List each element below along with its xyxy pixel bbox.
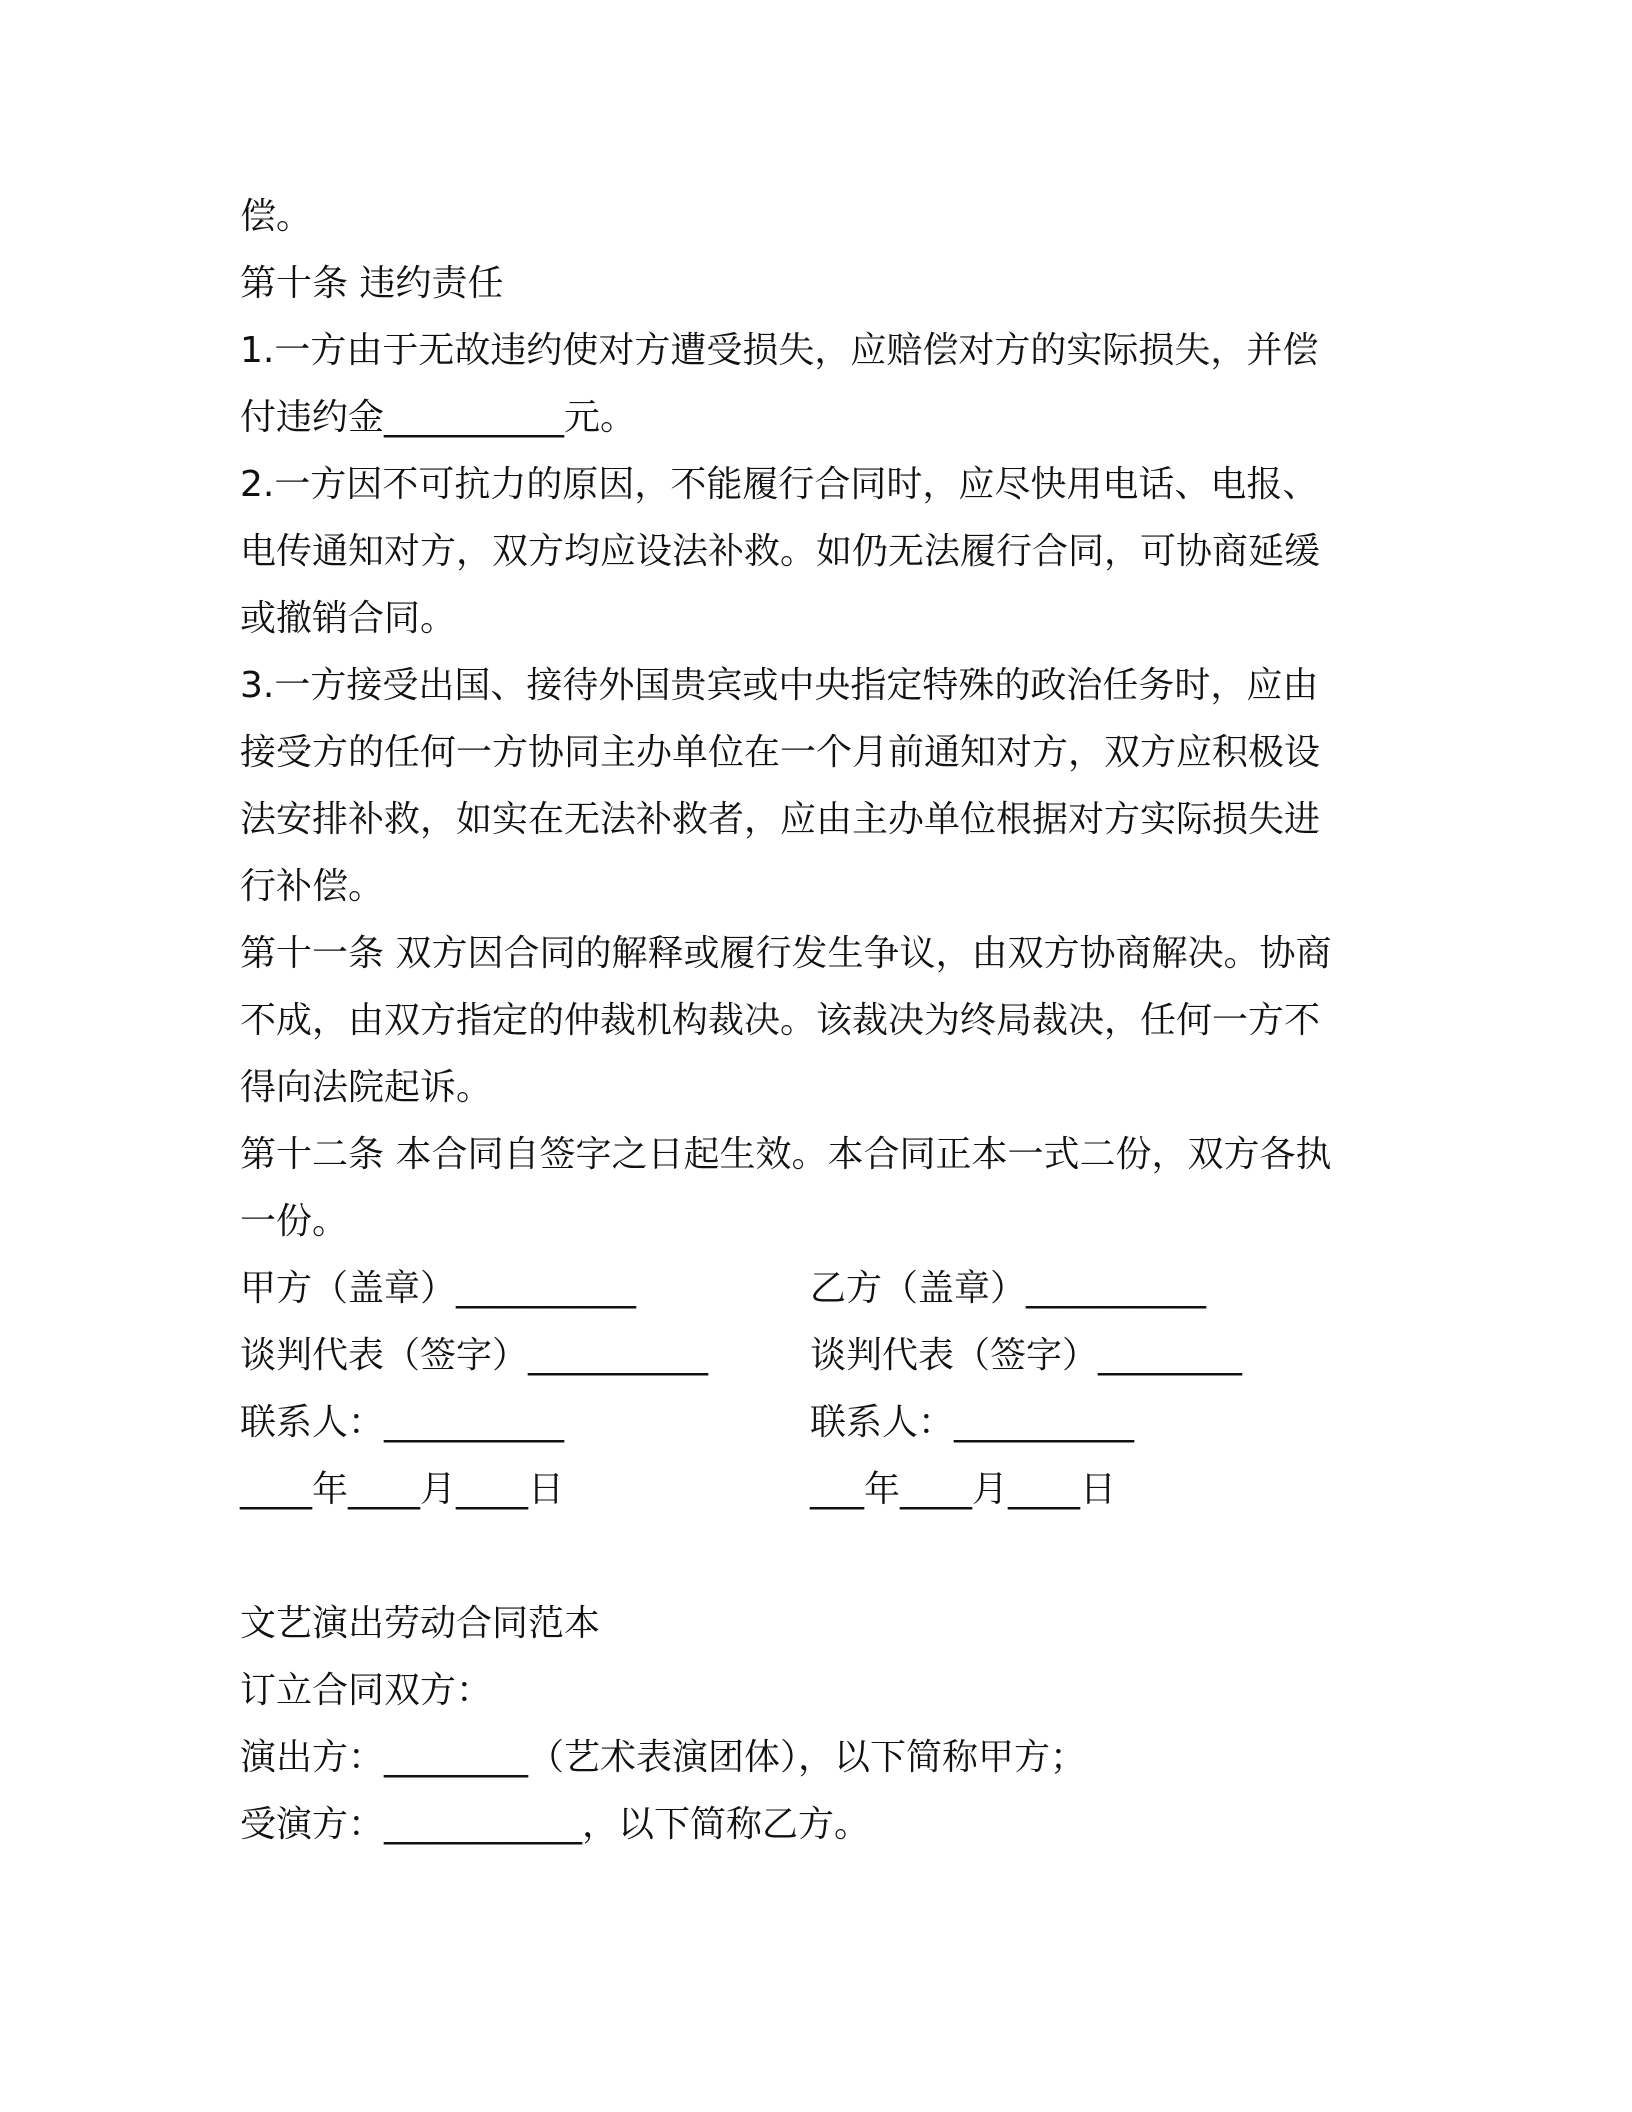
party-b-contact-field: 联系人：__________ (810, 1402, 1135, 1443)
party-a-signature (240, 1255, 810, 1523)
party-b-seal-field: 乙方（盖章）__________ (810, 1268, 1207, 1309)
section-gap (240, 1523, 1380, 1590)
paragraph-line: 付违约金__________元。 (240, 397, 637, 438)
document-body (240, 183, 1380, 1858)
signature-block (240, 1255, 1380, 1523)
second-contract-title: 文艺演出劳动合同范本 (240, 1603, 601, 1644)
paragraph-line: 得向法院起诉。 (240, 1067, 493, 1108)
contract-parties-label: 订立合同双方： (240, 1670, 493, 1711)
party-b-representative-field: 谈判代表（签字）________ (810, 1335, 1243, 1376)
paragraph-line: 3.一方接受出国、接待外国贵宾或中央指定特殊的政治任务时，应由 (240, 665, 1319, 706)
paragraph-line: 电传通知对方，双方均应设法补救。如仍无法履行合同，可协商延缓 (240, 531, 1321, 572)
paragraph-line: 或撤销合同。 (240, 598, 457, 639)
party-a-contact-field: 联系人：__________ (240, 1402, 565, 1443)
paragraph-line: 行补偿。 (240, 866, 385, 907)
paragraph-line: 一份。 (240, 1201, 349, 1242)
article-12-line: 第十二条 本合同自签字之日起生效。本合同正本一式二份，双方各执 (240, 1134, 1332, 1175)
party-a-representative-field: 谈判代表（签字）__________ (240, 1335, 709, 1376)
paragraph-line: 1.一方由于无故违约使对方遭受损失，应赔偿对方的实际损失，并偿 (240, 330, 1319, 371)
article-10-heading: 第十条 违约责任 (240, 263, 504, 304)
performer-party-line: 演出方：________（艺术表演团体），以下简称甲方； (240, 1737, 1087, 1778)
receiver-party-line: 受演方：___________，以下简称乙方。 (240, 1804, 871, 1845)
article-11-line: 第十一条 双方因合同的解释或履行发生争议，由双方协商解决。协商 (240, 933, 1332, 974)
paragraph-line: 2.一方因不可抗力的原因，不能履行合同时，应尽快用电话、电报、 (240, 464, 1319, 505)
party-b-date-field: ___年____月____日 (810, 1469, 1117, 1510)
paragraph-line: 偿。 (240, 196, 313, 237)
paragraph-line: 接受方的任何一方协同主办单位在一个月前通知对方，双方应积极设 (240, 732, 1321, 773)
paragraph-line: 法安排补救，如实在无法补救者，应由主办单位根据对方实际损失进 (240, 799, 1321, 840)
party-b-signature (810, 1255, 1380, 1523)
party-a-date-field: ____年____月____日 (240, 1469, 565, 1510)
party-a-seal-field: 甲方（盖章）__________ (240, 1268, 637, 1309)
paragraph-line: 不成，由双方指定的仲裁机构裁决。该裁决为终局裁决，任何一方不 (240, 1000, 1321, 1041)
